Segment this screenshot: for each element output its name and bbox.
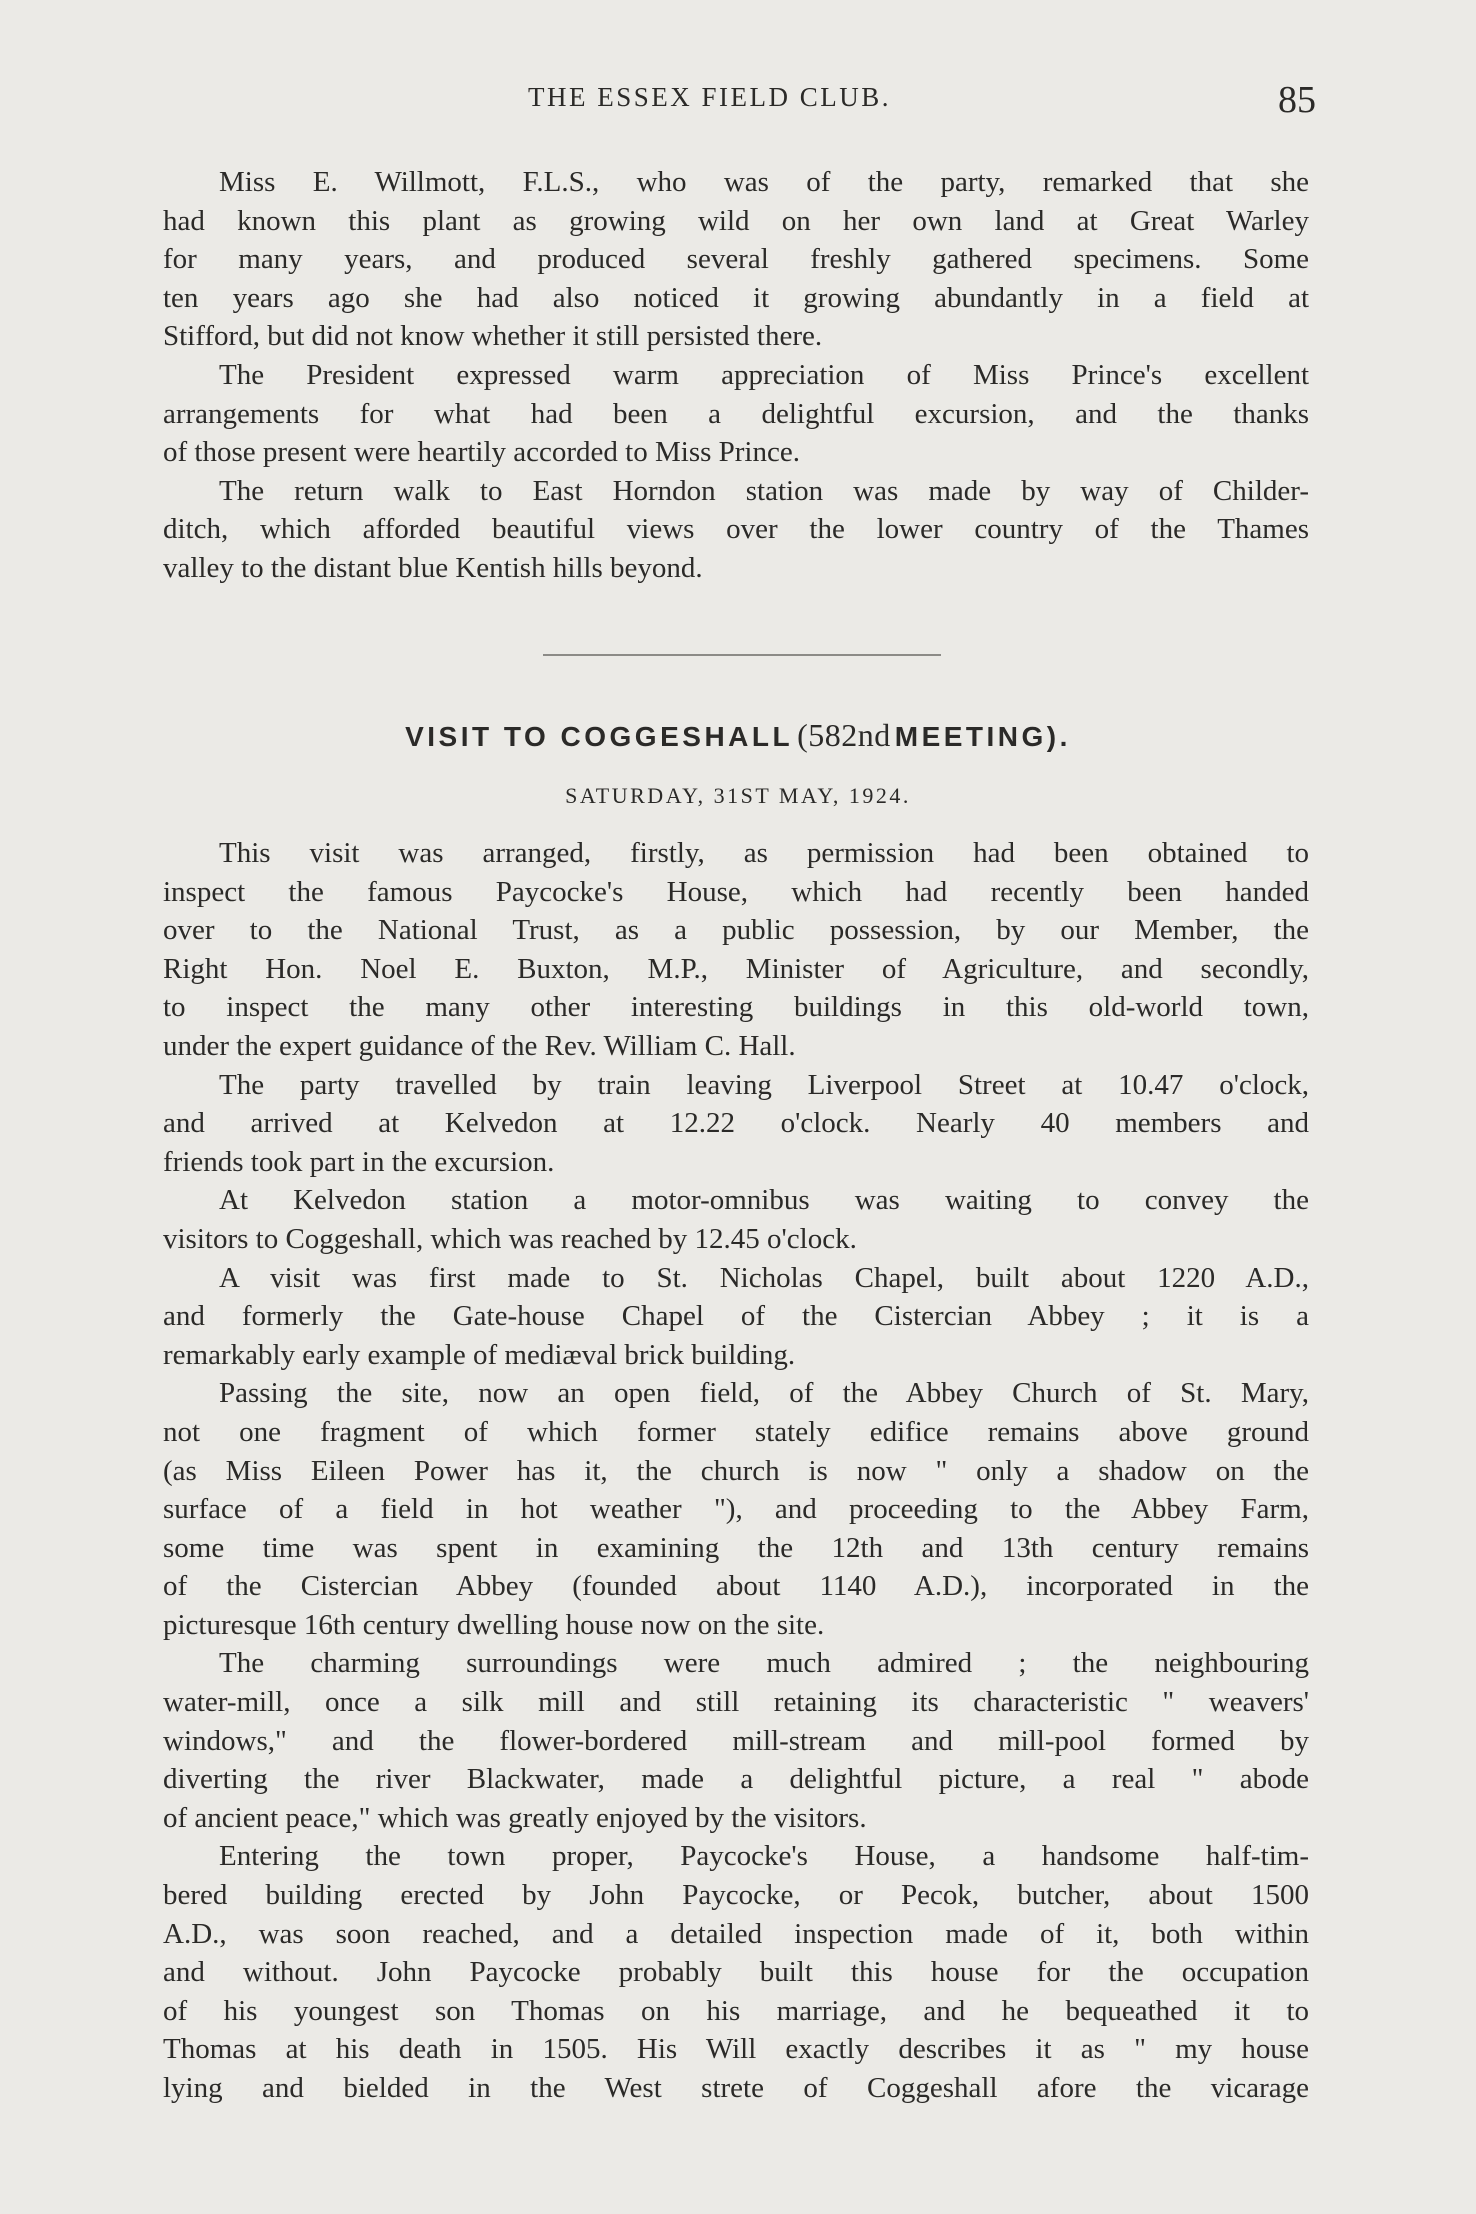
text-line: Miss E. Willmott, F.L.S., who was of the party, remarked that she [219,166,1309,198]
text-line: The return walk to East Horndon station was made by way of Childer- [219,474,1309,507]
text-line: to inspect the many other interesting buildings in this old-world town, [163,991,1309,1024]
text-line: picturesque 16th century dwelling house now on the site. [163,1608,825,1641]
text-line: inspect the famous Paycocke's House, which had recently been handed [163,875,1309,908]
text-line: Right Hon. Noel E. Buxton, M.P., Minister of Agriculture, and secondly, [163,952,1309,985]
heading-main-1: VISIT TO COGGESHALL [405,721,794,752]
text-line: not one fragment of which former stately edifice remains above ground [163,1415,1309,1448]
text-line: had known this plant as growing wild on her own land at Great Warley [163,204,1309,237]
meeting-date: SATURDAY, 31ST MAY, 1924. [565,783,911,808]
text-line: Entering the town proper, Paycocke's House, a handsome half-tim- [219,1840,1309,1873]
text-line: At Kelvedon station a motor-omnibus was waiting to convey the [219,1184,1309,1217]
text-line: (as Miss Eileen Power has it, the church is now " only a shadow on the [163,1454,1309,1487]
text-line: and formerly the Gate-house Chapel of the Cistercian Abbey ; it is a [163,1300,1309,1333]
text-line: of his youngest son Thomas on his marriage, and he bequeathed it to [163,1994,1309,2027]
heading-meeting-number: (582nd [797,717,891,753]
text-line: friends took part in the excursion. [163,1145,555,1178]
section-divider [543,654,941,656]
text-line: ditch, which afforded beautiful views over the lower country of the Thames [163,513,1309,546]
text-line: A visit was first made to St. Nicholas Chapel, built about 1220 A.D., [219,1261,1309,1294]
text-line: lying and bielded in the West strete of Coggeshall afore the vicarage [163,2072,1309,2104]
text-line: The charming surroundings were much admired ; the neighbouring [219,1647,1309,1680]
text-line: Stifford, but did not know whether it still persisted there. [163,320,823,353]
text-line: and arrived at Kelvedon at 12.22 o'clock. Nearly 40 members and [163,1107,1309,1140]
text-line: bered building erected by John Paycocke, or Pecok, butcher, about 1500 [163,1879,1309,1912]
text-line: Passing the site, now an open field, of the Abbey Church of St. Mary, [219,1377,1309,1410]
text-line: diverting the river Blackwater, made a delightful picture, a real " abode [163,1763,1309,1796]
text-line: valley to the distant blue Kentish hills beyond. [163,551,703,584]
heading-main-2: MEETING). [894,721,1071,752]
page-number: 85 [1278,79,1316,121]
text-line: visitors to Coggeshall, which was reached by 12.45 o'clock. [163,1222,857,1255]
text-line: ten years ago she had also noticed it growing abundantly in a field at [163,281,1309,314]
text-line: some time was spent in examining the 12th and 13th century remains [163,1531,1309,1564]
text-line: The party travelled by train leaving Liverpool Street at 10.47 o'clock, [219,1068,1309,1101]
text-line: The President expressed warm appreciation of Miss Prince's excellent [219,358,1309,391]
text-line: and without. John Paycocke probably built this house for the occupation [163,1956,1309,1989]
text-line: Thomas at his death in 1505. His Will exactly describes it as " my house [163,2033,1309,2066]
text-line: windows," and the flower-bordered mill-stream and mill-pool formed by [163,1724,1309,1757]
text-line: water-mill, once a silk mill and still retaining its characteristic " weavers' [163,1686,1309,1719]
text-line: surface of a field in hot weather "), and proceeding to the Abbey Farm, [163,1493,1309,1526]
text-line: for many years, and produced several freshly gathered specimens. Some [163,243,1309,276]
text-line: of the Cistercian Abbey (founded about 1140 A.D.), incorporated in the [163,1570,1309,1603]
text-line: over to the National Trust, as a public possession, by our Member, the [163,914,1309,947]
text-line: This visit was arranged, firstly, as permission had been obtained to [219,837,1309,869]
text-line: remarkably early example of mediæval brick building. [163,1338,796,1371]
text-line: under the expert guidance of the Rev. William C. Hall. [163,1029,796,1062]
text-line: A.D., was soon reached, and a detailed inspection made of it, both within [163,1917,1309,1950]
section-heading [0,717,1476,761]
running-title: THE ESSEX FIELD CLUB. [528,82,891,112]
text-line: of ancient peace," which was greatly enjoyed by the visitors. [163,1801,867,1834]
text-block-main [163,834,1309,2108]
text-line: of those present were heartily accorded to Miss Prince. [163,436,800,469]
text-block-top [163,163,1309,588]
running-head [0,78,1476,128]
text-line: arrangements for what had been a delightful excursion, and the thanks [163,397,1309,430]
